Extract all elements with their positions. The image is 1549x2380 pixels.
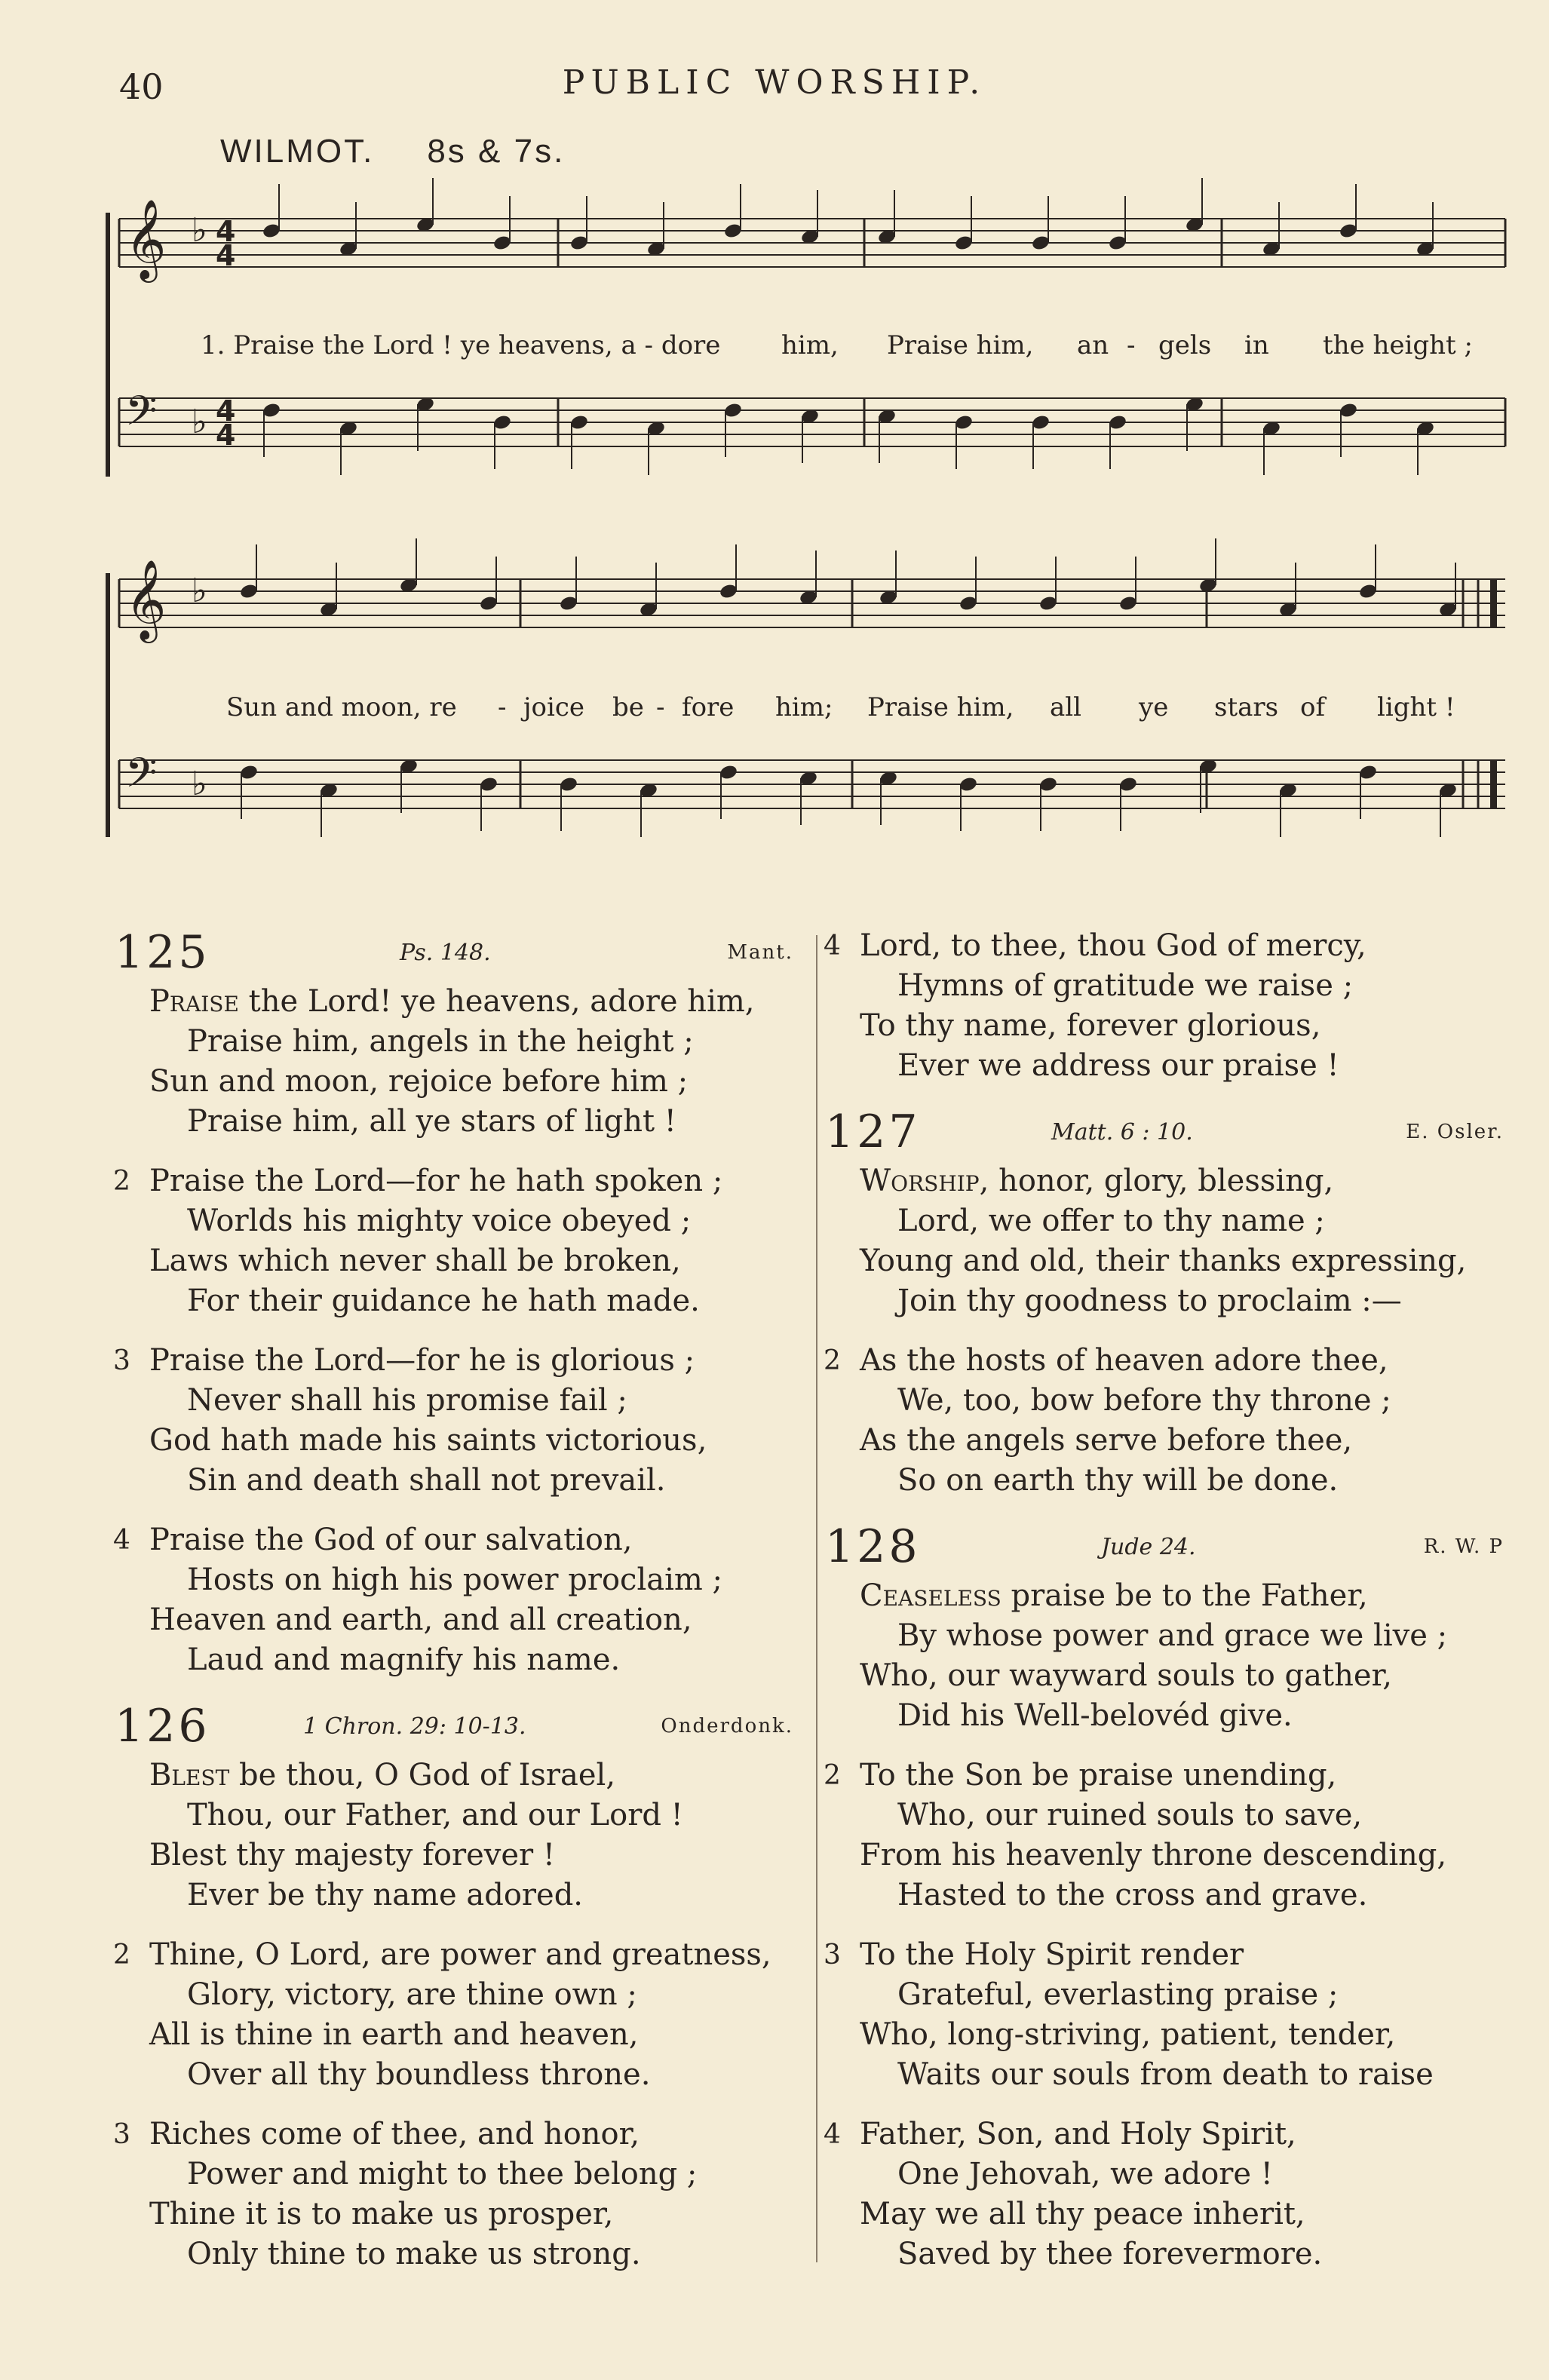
tune-name: WILMOT.: [220, 133, 375, 170]
verse-line: Only thine to make us strong.: [187, 2237, 641, 2271]
verse-line: Glory, victory, are thine own ;: [187, 1977, 637, 2012]
verse-line: Praise the God of our salvation,: [149, 1523, 633, 1557]
verse-line: Hymns of gratitude we raise ;: [897, 968, 1354, 1003]
first-word: Praise: [149, 984, 239, 1019]
lyric-syllable: fore: [682, 692, 735, 722]
verse-line: Praise the Lord! ye heavens, adore him,: [149, 984, 755, 1019]
hymn-header: [115, 1700, 793, 1756]
lyric-syllable: 1. Praise the Lord ! ye heavens, a - dore: [201, 330, 721, 360]
music-score: [0, 0, 1549, 890]
lyric-syllable: an: [1077, 330, 1109, 360]
verse-line: Praise him, all ye stars of light !: [187, 1104, 676, 1139]
verse-line: As the angels serve before thee,: [860, 1423, 1353, 1458]
lyric-syllable: Praise him,: [887, 330, 1034, 360]
verse-line: Lord, to thee, thou God of mercy,: [860, 928, 1366, 963]
verse-line: Ever we address our praise !: [897, 1048, 1339, 1083]
lyric-syllable: gels: [1158, 330, 1212, 360]
flat-icon: ♭: [192, 572, 207, 610]
first-word: Worship: [860, 1164, 980, 1198]
hymn-author: Onderdonk.: [661, 1715, 793, 1737]
verse-line: Over all thy boundless throne.: [187, 2057, 651, 2092]
hymn-number: 128: [825, 1520, 921, 1573]
verse-line: Heaven and earth, and all creation,: [149, 1603, 692, 1637]
final-barline: [1490, 579, 1497, 627]
stanza: [825, 1935, 1504, 2095]
verse-line: Young and old, their thanks expressing,: [860, 1244, 1467, 1278]
verse-line: Join thy goodness to proclaim :—: [897, 1284, 1402, 1318]
stanza-number: 2: [824, 1345, 841, 1376]
time-signature: 4: [216, 215, 236, 248]
verse-line: We, too, bow before thy throne ;: [897, 1383, 1391, 1418]
stanza-number: 3: [824, 1940, 841, 1971]
tune-meter: 8s & 7s.: [427, 133, 566, 170]
stanza: [115, 982, 793, 1142]
verse-line: Ever be thy name adored.: [187, 1878, 584, 1912]
verse-line: For their guidance he hath made.: [187, 1284, 700, 1318]
verse-line: Praise the Lord—for he is glorious ;: [149, 1343, 695, 1378]
verse-line: Thou, our Father, and our Lord !: [187, 1798, 683, 1833]
scripture-reference: 1 Chron. 29: 10-13.: [303, 1713, 526, 1740]
verse-line: By whose power and grace we live ;: [897, 1618, 1448, 1653]
time-signature: 4: [216, 419, 236, 452]
stanza: [825, 1576, 1504, 1736]
verse-line: Who, our wayward souls to gather,: [860, 1658, 1392, 1693]
right-column: [825, 926, 1504, 2294]
time-signature: 4: [216, 239, 236, 272]
scripture-reference: Ps. 148.: [400, 940, 491, 966]
stanza: [825, 1756, 1504, 1915]
lyric-syllable: stars: [1214, 692, 1279, 722]
stanza: [115, 1520, 793, 1680]
hymn: [825, 1520, 1504, 2274]
hymn: [115, 926, 793, 1680]
verse-line: Praise him, angels in the height ;: [187, 1024, 694, 1059]
stanza-number: 4: [113, 1525, 130, 1556]
verse-line: Hasted to the cross and grave.: [897, 1878, 1368, 1912]
lyric-syllable: Praise him,: [867, 692, 1014, 722]
lyric-syllable: -: [498, 692, 507, 722]
system-brace: [106, 213, 110, 477]
verse-line: Praise the Lord—for he hath spoken ;: [149, 1164, 723, 1198]
stanza-number: 3: [113, 1345, 130, 1376]
flat-icon: ♭: [192, 211, 207, 250]
verse-line: To the Son be praise unending,: [860, 1758, 1337, 1793]
system-brace: [106, 573, 110, 837]
hymn-header: [115, 926, 793, 982]
stanza-number: 3: [113, 2119, 130, 2150]
verse-line: Blest thy majesty forever !: [149, 1838, 555, 1872]
treble-clef-icon: 𝄞: [125, 559, 167, 639]
stanza-number: 4: [824, 931, 841, 962]
verse-line: May we all thy peace inherit,: [860, 2197, 1305, 2231]
stanza: [115, 1161, 793, 1321]
stanza-number: 2: [113, 1940, 130, 1971]
hymn-header: [825, 1106, 1504, 1161]
verse-line: Laud and magnify his name.: [187, 1642, 621, 1677]
stanza-number: 4: [824, 2119, 841, 2150]
verse-line: Worship, honor, glory, blessing,: [860, 1164, 1334, 1198]
lyric-syllable: of: [1300, 692, 1326, 722]
verse-line: Thine it is to make us prosper,: [149, 2197, 614, 2231]
stanza-number: 2: [113, 1166, 130, 1197]
bass-clef-icon: 𝄢: [125, 387, 158, 445]
verse-line: Laws which never shall be broken,: [149, 1244, 681, 1278]
left-column: [115, 926, 793, 2294]
lyric-syllable: in: [1244, 330, 1269, 360]
lyric-syllable: all: [1050, 692, 1082, 722]
stanza: [115, 1341, 793, 1501]
verse-line: Ceaseless praise be to the Father,: [860, 1578, 1368, 1613]
verse-line: Saved by thee forevermore.: [897, 2237, 1323, 2271]
hymn-author: R. W. P: [1423, 1535, 1504, 1558]
verse-line: As the hosts of heaven adore thee,: [860, 1343, 1388, 1378]
stanza: [115, 2115, 793, 2274]
first-word: Ceaseless: [860, 1578, 1001, 1613]
time-signature: 4: [216, 394, 236, 428]
hymn: [825, 1106, 1504, 1501]
stanza: [115, 1935, 793, 2095]
flat-icon: ♭: [192, 403, 207, 441]
lyric-syllable: him;: [775, 692, 833, 722]
lyric-syllable: joice: [523, 692, 585, 722]
verse-line: Grateful, everlasting praise ;: [897, 1977, 1339, 2012]
lyric-syllable: the height ;: [1323, 330, 1473, 360]
verse-line: From his heavenly throne descending,: [860, 1838, 1447, 1872]
first-word: Blest: [149, 1758, 230, 1793]
verse-line: Hosts on high his power proclaim ;: [187, 1563, 722, 1597]
scripture-reference: Jude 24.: [1101, 1534, 1196, 1560]
verse-line: To thy name, forever glorious,: [860, 1008, 1321, 1043]
verse-line: Thine, O Lord, are power and greatness,: [149, 1937, 771, 1972]
verse-line: Father, Son, and Holy Spirit,: [860, 2117, 1296, 2152]
treble-clef-icon: 𝄞: [125, 198, 167, 279]
verse-line: One Jehovah, we adore !: [897, 2157, 1273, 2191]
stanza: [825, 926, 1504, 1086]
stanza-number: 2: [824, 1760, 841, 1791]
running-head: PUBLIC WORSHIP.: [562, 63, 987, 102]
lyric-syllable: light !: [1377, 692, 1455, 722]
lyric-syllable: him,: [781, 330, 839, 360]
verse-line: To the Holy Spirit render: [860, 1937, 1244, 1972]
verse-line: Sun and moon, rejoice before him ;: [149, 1064, 689, 1099]
lyric-syllable: ye: [1139, 692, 1169, 722]
verse-line: Power and might to thee belong ;: [187, 2157, 698, 2191]
hymn-header: [825, 1520, 1504, 1576]
hymn-number: 125: [115, 926, 210, 979]
hymn-author: Mant.: [727, 941, 793, 964]
verse-line: Riches come of thee, and honor,: [149, 2117, 640, 2152]
bass-clef-icon: 𝄢: [125, 749, 158, 807]
page-number: 40: [119, 66, 164, 107]
stanza: [825, 2115, 1504, 2274]
final-barline: [1490, 760, 1497, 808]
column-divider: [816, 935, 817, 2262]
lyric-syllable: -: [1127, 330, 1136, 360]
verse-line: Waits our souls from death to raise: [897, 2057, 1434, 2092]
hymn-author: E. Osler.: [1406, 1121, 1504, 1143]
verse-line: Worlds his mighty voice obeyed ;: [187, 1204, 692, 1238]
stanza: [115, 1756, 793, 1915]
verse-line: Sin and death shall not prevail.: [187, 1463, 666, 1498]
verse-line: Never shall his promise fail ;: [187, 1383, 627, 1418]
lyric-syllable: be: [612, 692, 644, 722]
verse-line: Lord, we offer to thy name ;: [897, 1204, 1325, 1238]
stanza: [825, 1161, 1504, 1321]
verse-line: God hath made his saints victorious,: [149, 1423, 707, 1458]
verse-line: Who, long-striving, patient, tender,: [860, 2017, 1396, 2052]
verse-line: All is thine in earth and heaven,: [149, 2017, 639, 2052]
lyric-syllable: -: [656, 692, 665, 722]
hymn-number: 127: [825, 1106, 921, 1158]
scripture-reference: Matt. 6 : 10.: [1051, 1119, 1193, 1146]
stanza: [825, 1341, 1504, 1501]
hymn: [115, 1700, 793, 2274]
verse-line: So on earth thy will be done.: [897, 1463, 1339, 1498]
flat-icon: ♭: [192, 765, 207, 803]
verse-line: Did his Well-belovéd give.: [897, 1698, 1293, 1733]
lyric-syllable: Sun and moon, re: [226, 692, 457, 722]
verse-line: Who, our ruined souls to save,: [897, 1798, 1363, 1833]
verse-line: Blest be thou, O God of Israel,: [149, 1758, 616, 1793]
hymn-number: 126: [115, 1700, 210, 1753]
